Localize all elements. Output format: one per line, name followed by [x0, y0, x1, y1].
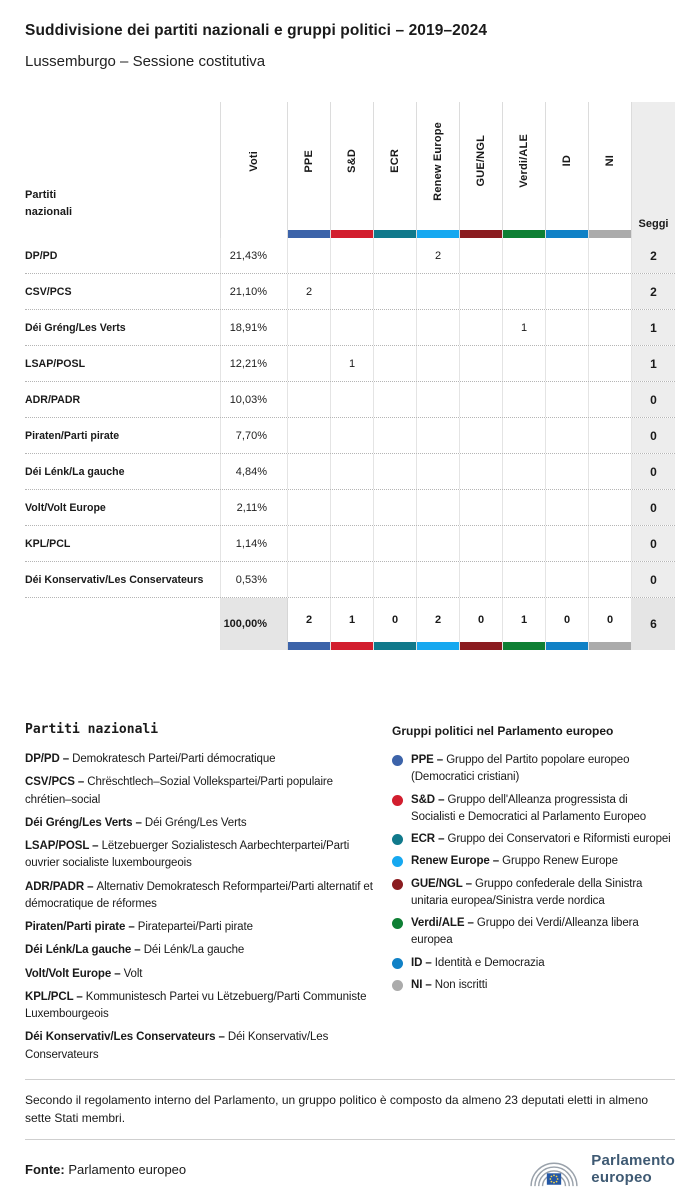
party-abbr: LSAP/POSL – — [25, 840, 102, 852]
group-legend-item — [392, 853, 675, 870]
group-header-s-d — [331, 102, 374, 238]
party-abbr: Piraten/Parti pirate – — [25, 921, 138, 933]
footer — [25, 1140, 675, 1204]
group-seat-cell — [288, 490, 331, 525]
party-name: KPL/PCL — [25, 526, 221, 561]
party-desc: Chrëschtlech–Sozial Vollekspartei/Parti populaire chrétien–social — [25, 776, 333, 806]
group-header-label: ECR — [389, 149, 401, 173]
group-color-bar — [288, 642, 330, 650]
party-legend-items — [25, 751, 375, 1064]
voti-column-header — [221, 102, 288, 238]
group-color-dot — [392, 755, 403, 766]
total-empty-cell — [25, 598, 221, 650]
table-row — [25, 382, 675, 418]
party-desc: Lëtzebuerger Sozialistesch Aarbechterpartei/Parti ouvrier socialiste luxembourgeois — [25, 840, 350, 870]
group-seat-cell — [589, 490, 632, 525]
group-seat-cell — [331, 382, 374, 417]
seggi-value: 0 — [632, 418, 675, 453]
party-name: LSAP/POSL — [25, 346, 221, 381]
group-legend-text — [411, 955, 545, 972]
group-seat-cell — [546, 454, 589, 489]
voti-value: 4,84% — [221, 454, 288, 489]
page-subtitle: Lussemburgo – Sessione costitutiva — [25, 53, 266, 70]
group-seat-cell — [331, 274, 374, 309]
group-seat-cell — [589, 274, 632, 309]
group-seat-cell — [331, 526, 374, 561]
bottom-section — [25, 1079, 675, 1204]
party-abbr: DP/PD – — [25, 753, 73, 765]
seggi-value: 1 — [632, 310, 675, 345]
group-abbr: NI – — [411, 978, 435, 991]
voti-value: 18,91% — [221, 310, 288, 345]
group-seat-cell — [460, 238, 503, 273]
group-seat-cell — [288, 418, 331, 453]
footnote: Secondo il regolamento interno del Parlamento, un gruppo politico è composto da almeno 23 deputati eletti in almeno sette Stati membri. — [25, 1093, 649, 1125]
group-abbr: ID – — [411, 956, 435, 969]
page-title: Suddivisione dei partiti nazionali e gruppi politici – 2019–2024 — [25, 22, 488, 39]
group-seat-cell — [331, 418, 374, 453]
party-name: DP/PD — [25, 238, 221, 273]
group-color-bar — [460, 642, 502, 650]
total-group-cell — [460, 598, 503, 650]
source-label: Fonte: — [25, 1161, 65, 1177]
group-legend-item — [392, 915, 675, 950]
table-row — [25, 562, 675, 598]
group-color-dot — [392, 834, 403, 845]
party-legend-item — [25, 966, 375, 983]
seggi-label: Seggi — [638, 218, 669, 230]
group-seat-cell — [503, 454, 546, 489]
party-abbr: ADR/PADR – — [25, 880, 97, 893]
group-seat-cell — [331, 238, 374, 273]
party-abbr: CSV/PCS – — [25, 776, 88, 789]
group-legend-text — [411, 792, 675, 827]
group-color-dot — [392, 879, 403, 890]
group-seat-cell — [288, 562, 331, 597]
party-abbr: Déi Konservativ/Les Conservateurs – — [25, 1031, 228, 1044]
group-legend-item — [392, 955, 675, 972]
group-abbr: Renew Europe – — [411, 855, 503, 868]
party-name: Déi Gréng/Les Verts — [25, 310, 221, 345]
table-row — [25, 454, 675, 490]
group-seat-cell — [374, 238, 417, 273]
group-legend-heading: Gruppi politici nel Parlamento europeo — [392, 724, 614, 738]
group-seat-cell — [503, 562, 546, 597]
party-legend-item — [25, 919, 375, 936]
group-seat-cell — [374, 454, 417, 489]
group-seat-cell — [460, 454, 503, 489]
total-voti-value: 100,00% — [221, 598, 288, 650]
group-seat-cell — [331, 454, 374, 489]
seggi-value: 1 — [632, 346, 675, 381]
table-row — [25, 490, 675, 526]
party-legend-item — [25, 815, 375, 832]
group-seat-cell — [374, 274, 417, 309]
group-seat-cell — [503, 238, 546, 273]
group-legend-text — [411, 876, 675, 911]
party-desc: Déi Lénk/La gauche — [143, 944, 245, 957]
group-seat-cell — [546, 238, 589, 273]
group-seat-cell — [546, 346, 589, 381]
group-seat-cell: 2 — [417, 238, 460, 273]
corner-label — [25, 102, 221, 238]
group-seat-cell: 2 — [288, 274, 331, 309]
seggi-value: 0 — [632, 490, 675, 525]
group-desc: Gruppo dell'Alleanza progressista di Socialisti e Democratici al Parlamento Europeo — [411, 793, 647, 823]
group-seat-cell — [503, 274, 546, 309]
group-seat-cell — [460, 310, 503, 345]
table-total-row — [25, 598, 675, 650]
group-desc: Gruppo del Partito popolare europeo (Democratici cristiani) — [411, 754, 630, 784]
group-seat-cell — [460, 418, 503, 453]
group-header-label: S&D — [346, 149, 358, 173]
seggi-column-header — [632, 102, 675, 238]
group-seat-cell — [417, 562, 460, 597]
group-legend-item — [392, 831, 675, 848]
group-abbr: PPE – — [411, 754, 447, 766]
group-header-label: Renew Europe — [432, 121, 444, 201]
total-group-value: 1 — [520, 614, 528, 626]
group-color-dot — [392, 795, 403, 806]
party-abbr: Déi Gréng/Les Verts – — [25, 816, 145, 829]
party-legend-item — [25, 879, 375, 914]
group-seat-cell — [374, 562, 417, 597]
party-desc: Piratepartei/Parti pirate — [137, 921, 253, 933]
total-group-cell — [374, 598, 417, 650]
party-legend — [25, 722, 375, 1070]
group-seat-cell — [503, 418, 546, 453]
group-legend-items — [392, 752, 675, 994]
party-legend-item — [25, 774, 375, 809]
group-seat-cell — [288, 310, 331, 345]
group-header-label: NI — [604, 155, 616, 167]
group-seat-cell — [331, 562, 374, 597]
group-seat-cell — [546, 310, 589, 345]
group-color-dot — [392, 918, 403, 929]
group-seat-cell — [288, 382, 331, 417]
group-color-bar — [503, 230, 545, 238]
table-header — [25, 102, 675, 238]
group-seat-cell — [374, 526, 417, 561]
group-seat-cell — [460, 346, 503, 381]
group-seat-cell — [503, 490, 546, 525]
seggi-value: 0 — [632, 454, 675, 489]
group-seat-cell — [417, 526, 460, 561]
group-seat-cell — [546, 490, 589, 525]
seggi-value: 2 — [632, 238, 675, 273]
voti-value: 1,14% — [221, 526, 288, 561]
group-seat-cell — [460, 562, 503, 597]
ep-hemicycle-icon — [525, 1148, 583, 1190]
party-desc: Volt — [123, 967, 143, 980]
group-seat-cell — [503, 526, 546, 561]
group-header-ppe — [288, 102, 331, 238]
total-group-cell — [546, 598, 589, 650]
party-desc: Demokratesch Partei/Parti démocratique — [72, 753, 276, 765]
group-legend-text — [411, 752, 675, 787]
group-color-dot — [392, 958, 403, 969]
total-group-value: 0 — [391, 614, 399, 626]
group-seat-cell — [589, 346, 632, 381]
group-seat-cell: 1 — [331, 346, 374, 381]
total-group-value: 0 — [477, 614, 485, 626]
group-header-label: PPE — [303, 149, 315, 173]
group-seat-cell — [288, 346, 331, 381]
voti-value: 2,11% — [221, 490, 288, 525]
party-name: CSV/PCS — [25, 274, 221, 309]
party-abbr: Déi Lénk/La gauche – — [25, 944, 144, 957]
party-desc: Kommunistesch Partei vu Lëtzebuerg/Parti Communiste Luxembourgeois — [25, 990, 367, 1020]
table-row — [25, 526, 675, 562]
group-legend — [392, 722, 675, 1070]
group-color-bar — [288, 230, 330, 238]
group-color-bar — [589, 230, 631, 238]
group-seat-cell — [374, 382, 417, 417]
total-seggi-value: 6 — [632, 598, 675, 650]
voti-value: 21,10% — [221, 274, 288, 309]
total-group-cell — [589, 598, 632, 650]
group-header-id — [546, 102, 589, 238]
seggi-value: 0 — [632, 562, 675, 597]
group-color-bar — [374, 230, 416, 238]
group-seat-cell — [589, 238, 632, 273]
results-table — [25, 102, 675, 650]
group-legend-text — [411, 831, 671, 848]
ep-logo-text — [591, 1152, 675, 1187]
group-color-bar — [460, 230, 502, 238]
group-seat-cell — [546, 526, 589, 561]
group-abbr: GUE/NGL – — [411, 877, 475, 890]
total-group-cell — [503, 598, 546, 650]
ep-logo[interactable] — [525, 1148, 675, 1190]
group-seat-cell — [460, 382, 503, 417]
group-header-label: ID — [561, 155, 573, 167]
group-legend-item — [392, 977, 675, 994]
group-seat-cell — [589, 454, 632, 489]
group-seat-cell — [546, 418, 589, 453]
table-row — [25, 238, 675, 274]
voti-value: 21,43% — [221, 238, 288, 273]
party-desc: Alternativ Demokratesch Reformpartei/Parti alternatif et démocratique de réformes — [25, 880, 373, 910]
group-seat-cell — [417, 454, 460, 489]
group-seat-cell — [589, 562, 632, 597]
group-color-bar — [503, 642, 545, 650]
party-abbr: Volt/Volt Europe – — [25, 967, 124, 980]
group-legend-item — [392, 792, 675, 827]
party-name: Déi Lénk/La gauche — [25, 454, 221, 489]
group-abbr: S&D – — [411, 793, 448, 806]
party-legend-item — [25, 989, 375, 1024]
group-desc: Non iscritti — [434, 978, 488, 991]
group-seat-cell — [589, 418, 632, 453]
table-body — [25, 238, 675, 598]
group-color-bar — [331, 642, 373, 650]
seggi-value: 2 — [632, 274, 675, 309]
group-seat-cell — [546, 382, 589, 417]
group-desc: Gruppo dei Conservatori e Riformisti europei — [447, 833, 671, 845]
group-legend-item — [392, 752, 675, 787]
group-header-gue-ngl — [460, 102, 503, 238]
group-seat-cell — [589, 526, 632, 561]
group-seat-cell — [417, 310, 460, 345]
table-row — [25, 346, 675, 382]
party-abbr: KPL/PCL – — [25, 990, 86, 1003]
group-legend-text — [411, 915, 675, 950]
total-group-value: 0 — [606, 614, 614, 626]
group-seat-cell — [288, 454, 331, 489]
group-color-bar — [589, 642, 631, 650]
party-name: Déi Konservativ/Les Conservateurs — [25, 562, 221, 597]
group-seat-cell — [589, 310, 632, 345]
party-legend-item — [25, 942, 375, 959]
total-group-cell — [288, 598, 331, 650]
table-row — [25, 418, 675, 454]
total-group-value: 2 — [305, 614, 313, 626]
group-seat-cell — [417, 346, 460, 381]
party-legend-item — [25, 838, 375, 873]
group-seat-cell — [503, 382, 546, 417]
group-seat-cell — [288, 526, 331, 561]
group-seat-cell — [460, 274, 503, 309]
legend-section — [25, 722, 675, 1070]
voti-value: 10,03% — [221, 382, 288, 417]
group-color-bar — [417, 642, 459, 650]
group-desc: Gruppo confederale della Sinistra unitaria europea/Sinistra verde nordica — [411, 877, 643, 907]
group-color-bar — [374, 642, 416, 650]
voti-value: 12,21% — [221, 346, 288, 381]
party-legend-heading: Partiti nazionali — [25, 722, 159, 737]
group-color-dot — [392, 980, 403, 991]
voti-value: 7,70% — [221, 418, 288, 453]
party-legend-item — [25, 1029, 375, 1064]
ep-logo-line1: Parlamento — [591, 1151, 675, 1169]
corner-label-line2: nazionali — [25, 206, 73, 219]
group-seat-cell — [374, 418, 417, 453]
group-header-label: Verdi/ALE — [518, 134, 530, 188]
voti-label: Voti — [248, 150, 260, 172]
group-seat-cell — [417, 274, 460, 309]
table-row — [25, 274, 675, 310]
group-seat-cell — [460, 526, 503, 561]
group-header-verdi-ale — [503, 102, 546, 238]
party-name: ADR/PADR — [25, 382, 221, 417]
group-seat-cell — [546, 274, 589, 309]
party-name: Volt/Volt Europe — [25, 490, 221, 525]
group-abbr: Verdi/ALE – — [411, 917, 477, 929]
group-legend-text — [411, 977, 487, 994]
total-group-value: 2 — [434, 614, 442, 626]
group-seat-cell: 1 — [503, 310, 546, 345]
group-header-label: GUE/NGL — [475, 135, 487, 187]
group-desc: Gruppo dei Verdi/Alleanza libera europea — [411, 917, 639, 947]
total-group-value: 1 — [348, 614, 356, 626]
seggi-value: 0 — [632, 382, 675, 417]
group-color-bar — [546, 642, 588, 650]
party-desc: Déi Gréng/Les Verts — [144, 816, 247, 829]
group-seat-cell — [288, 238, 331, 273]
group-abbr: ECR – — [411, 833, 448, 845]
group-seat-cell — [417, 382, 460, 417]
group-header-ecr — [374, 102, 417, 238]
table-row — [25, 310, 675, 346]
group-seat-cell — [417, 490, 460, 525]
group-legend-text — [411, 853, 618, 870]
group-legend-item — [392, 876, 675, 911]
group-seat-cell — [546, 562, 589, 597]
group-seat-cell — [374, 310, 417, 345]
group-header-renew-europe — [417, 102, 460, 238]
group-color-bar — [331, 230, 373, 238]
total-group-cell — [417, 598, 460, 650]
ep-logo-line2: europeo — [591, 1169, 652, 1186]
group-seat-cell — [503, 346, 546, 381]
group-seat-cell — [460, 490, 503, 525]
party-desc: Déi Konservativ/Les Conservateurs — [25, 1031, 329, 1061]
total-group-value: 0 — [563, 614, 571, 626]
group-seat-cell — [417, 418, 460, 453]
party-name: Piraten/Parti pirate — [25, 418, 221, 453]
group-header-ni — [589, 102, 632, 238]
source-value: Parlamento europeo — [68, 1161, 187, 1177]
group-seat-cell — [374, 346, 417, 381]
party-legend-item — [25, 751, 375, 768]
total-group-cell — [331, 598, 374, 650]
group-seat-cell — [589, 382, 632, 417]
group-color-dot — [392, 856, 403, 867]
group-color-bar — [546, 230, 588, 238]
group-seat-cell — [374, 490, 417, 525]
voti-value: 0,53% — [221, 562, 288, 597]
group-seat-cell — [331, 310, 374, 345]
group-desc: Identità e Democrazia — [434, 956, 545, 969]
source — [25, 1162, 186, 1177]
group-seat-cell — [331, 490, 374, 525]
corner-label-line1: Partiti — [25, 188, 57, 201]
group-color-bar — [417, 230, 459, 238]
group-desc: Gruppo Renew Europe — [502, 855, 618, 868]
seggi-value: 0 — [632, 526, 675, 561]
